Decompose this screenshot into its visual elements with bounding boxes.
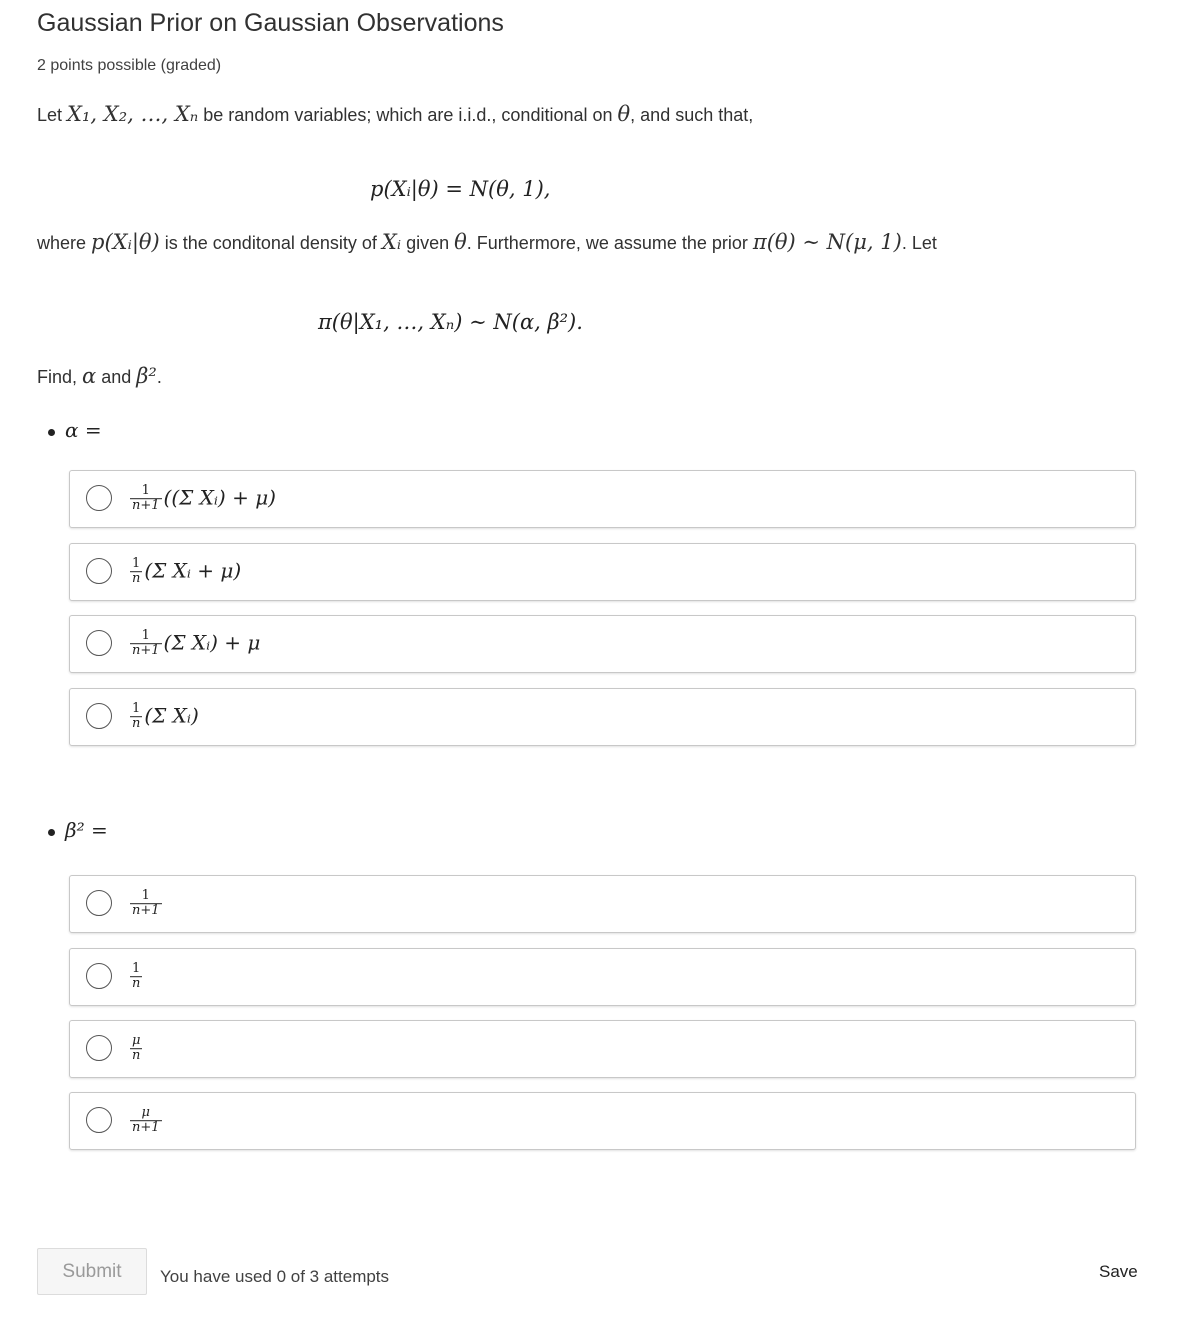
radio-button[interactable] xyxy=(86,1107,112,1133)
points-label: 2 points possible (graded) xyxy=(37,57,222,74)
beta-option-3[interactable] xyxy=(69,1020,1136,1078)
radio-button[interactable] xyxy=(86,963,112,989)
bullet-icon xyxy=(48,429,55,436)
attempts-status: You have used 0 of 3 attempts xyxy=(160,1267,390,1286)
radio-button[interactable] xyxy=(86,485,112,511)
alpha-option-2[interactable] xyxy=(69,543,1136,601)
alpha-option-1[interactable] xyxy=(69,470,1136,528)
bullet-icon xyxy=(48,829,55,836)
radio-button[interactable] xyxy=(86,630,112,656)
option-formula: $\frac{\mu}{n}$ xyxy=(132,1033,141,1064)
option-formula: $\frac{1}{n}$ (Σ Xᵢ + μ) xyxy=(132,556,242,587)
problem-title: Gaussian Prior on Gaussian Observations xyxy=(37,9,504,37)
beta-question-label: β² = xyxy=(48,818,108,842)
beta-option-2[interactable] xyxy=(69,948,1136,1006)
where-paragraph: where p(Xᵢ|θ) is the conditonal density of Xᵢ given θ. Furthermore, we assume the prior π(θ) ∼ N(μ, 1). Let xyxy=(37,230,937,254)
radio-button[interactable] xyxy=(86,1035,112,1061)
likelihood-equation: p(Xᵢ|θ) = N(θ, 1), xyxy=(370,177,551,201)
intro-paragraph: Let X₁, X₂, …, Xₙ be random variables; which are i.i.d., conditional on θ, and such that, xyxy=(37,102,754,126)
option-formula: $\frac{1}{n}$ xyxy=(132,961,141,992)
alpha-option-3[interactable] xyxy=(69,615,1136,673)
alpha-question-label: α = xyxy=(48,418,102,442)
option-formula: $\frac{1}{n+1}$ (Σ Xᵢ) + μ xyxy=(132,628,261,659)
option-formula: $\frac{1}{n+1}$ xyxy=(132,888,160,919)
save-button[interactable]: Save xyxy=(1099,1262,1138,1281)
radio-button[interactable] xyxy=(86,558,112,584)
option-formula: $\frac{1}{n+1}$ ((Σ Xᵢ) + μ) xyxy=(132,483,276,514)
option-formula: $\frac{\mu}{n+1}$ xyxy=(132,1105,160,1136)
radio-button[interactable] xyxy=(86,703,112,729)
alpha-option-4[interactable] xyxy=(69,688,1136,746)
find-paragraph: Find, α and β². xyxy=(37,364,162,388)
option-formula: $\frac{1}{n}$ (Σ Xᵢ) xyxy=(132,701,199,732)
posterior-equation: π(θ|X₁, …, Xₙ) ∼ N(α, β²). xyxy=(318,310,583,334)
beta-option-4[interactable] xyxy=(69,1092,1136,1150)
beta-option-1[interactable] xyxy=(69,875,1136,933)
submit-button[interactable]: Submit xyxy=(37,1248,147,1295)
radio-button[interactable] xyxy=(86,890,112,916)
